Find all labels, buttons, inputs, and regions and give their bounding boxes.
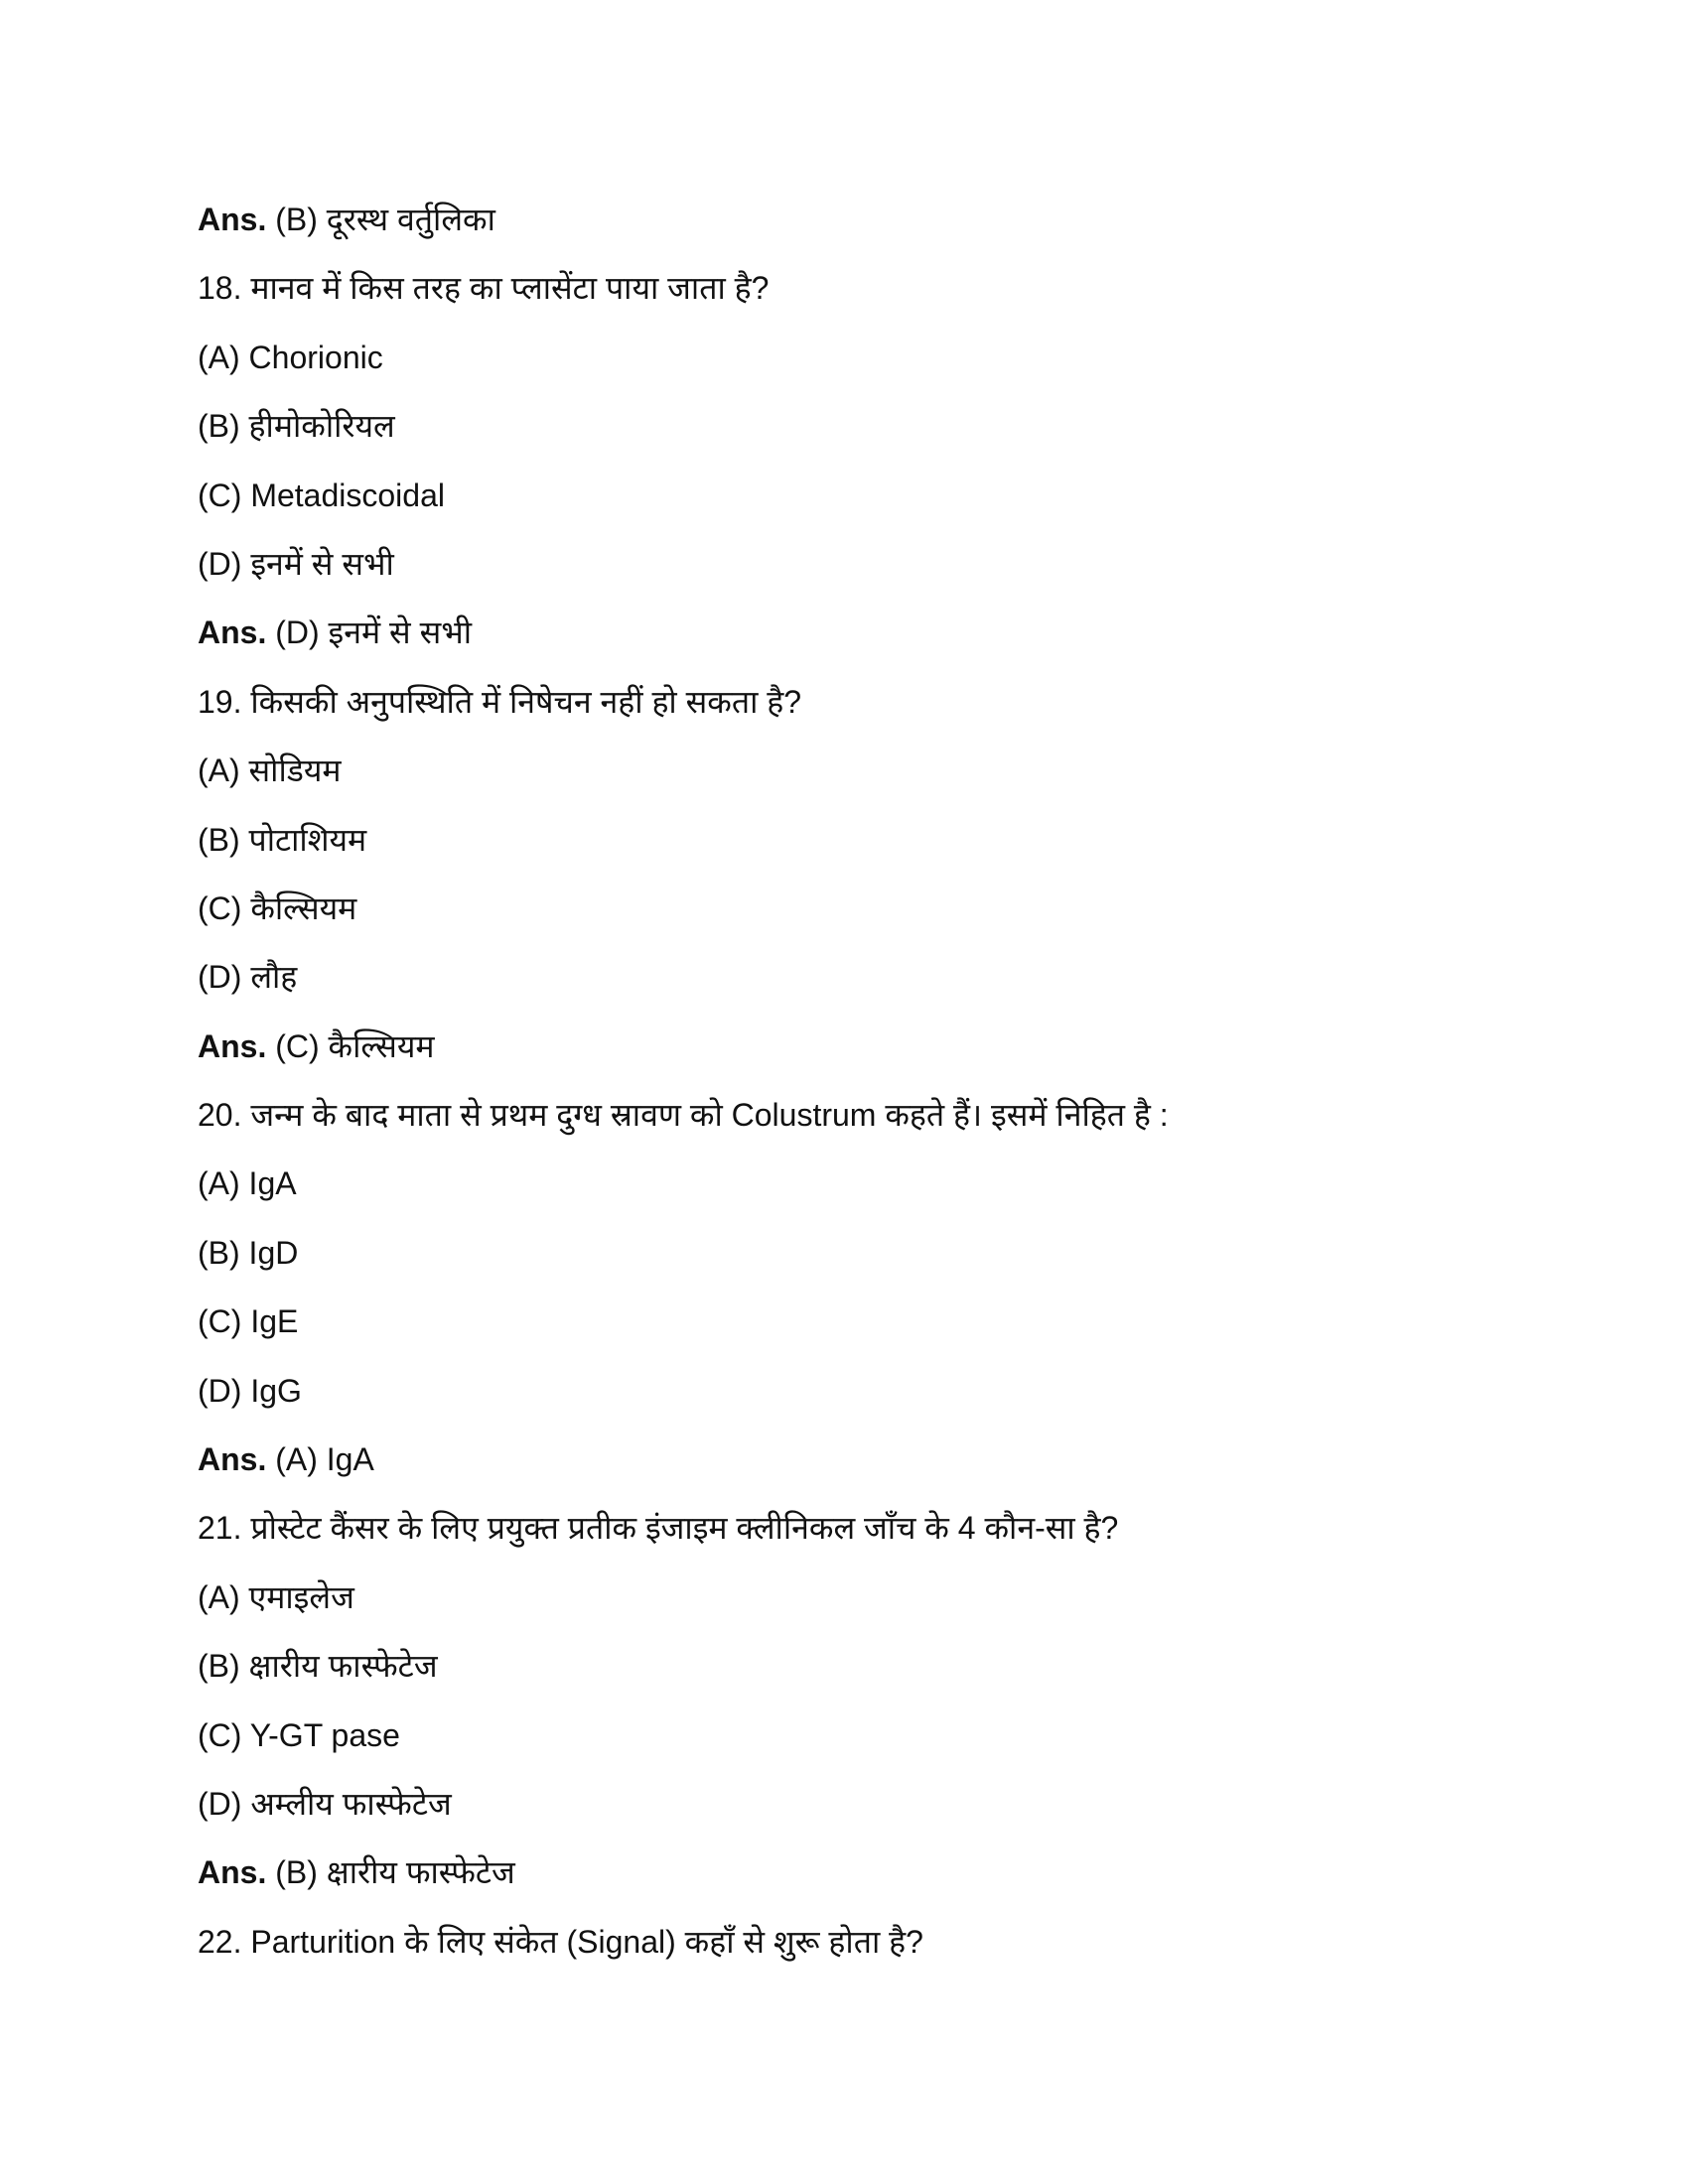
answer-line: [198, 599, 1588, 667]
option: (A) एमाइलेज: [198, 1578, 354, 1615]
question-text: 19. किसकी अनुपस्थिति में निषेचन नहीं हो सकता है?: [198, 683, 802, 720]
answer-text: (C) कैल्सियम: [275, 1027, 435, 1064]
answer-label: Ans.: [198, 1027, 267, 1064]
option: (D) IgG: [198, 1372, 302, 1409]
option: (D) अम्लीय फास्फेटेज: [198, 1785, 452, 1822]
answer-text: (D) इनमें से सभी: [275, 614, 472, 651]
answer-text: (B) क्षारीय फास्फेटेज: [275, 1854, 515, 1891]
option: (C) कैल्सियम: [198, 889, 357, 926]
question-text: 18. मानव में किस तरह का प्लासेंटा पाया जाता है?: [198, 270, 770, 307]
question-text: 20. जन्म के बाद माता से प्रथम दुग्ध स्रावण को Colustrum कहते हैं। इसमें निहित है :: [198, 1097, 1169, 1134]
answer-label: Ans.: [198, 1854, 267, 1891]
answer-text: (A) IgA: [275, 1441, 374, 1478]
document-page: [198, 186, 1588, 1977]
option: (A) सोडियम: [198, 752, 342, 789]
option: (D) इनमें से सभी: [198, 545, 394, 582]
option: (C) Metadiscoidal: [198, 477, 445, 513]
answer-line: [198, 186, 1588, 254]
option: (C) Y-GT pase: [198, 1716, 400, 1753]
option: (A) Chorionic: [198, 339, 383, 375]
answer-label: Ans.: [198, 614, 267, 651]
option: (B) पोटाशियम: [198, 821, 367, 858]
answer-line: [198, 1426, 1588, 1494]
answer-label: Ans.: [198, 202, 267, 237]
answer-line: [198, 1013, 1588, 1081]
answer-label: Ans.: [198, 1441, 267, 1478]
question-text: 21. प्रोस्टेट कैंसर के लिए प्रयुक्त प्रतीक इंजाइम क्लीनिकल जाँच के 4 कौन-सा है?: [198, 1510, 1119, 1547]
answer-line: [198, 1839, 1588, 1907]
option: (C) IgE: [198, 1303, 299, 1340]
option: (B) क्षारीय फास्फेटेज: [198, 1648, 438, 1685]
question-text: 22. Parturition के लिए संकेत (Signal) कहाँ से शुरू होता है?: [198, 1923, 923, 1960]
option: (B) हीमोकोरियल: [198, 408, 395, 445]
option: (D) लौह: [198, 959, 298, 996]
option: (B) IgD: [198, 1234, 299, 1271]
option: (A) IgA: [198, 1165, 297, 1202]
answer-text: (B) दूरस्थ वर्तुलिका: [275, 202, 495, 237]
